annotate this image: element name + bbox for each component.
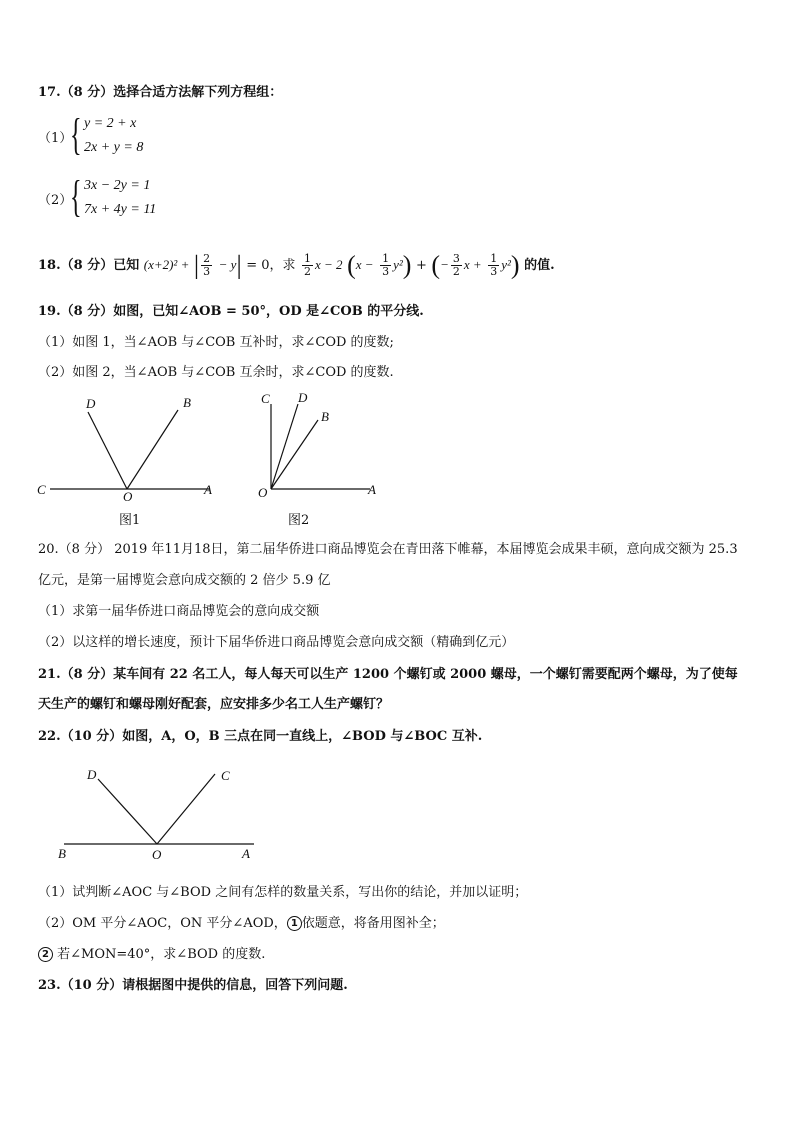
q18-frac-b <box>302 253 313 278</box>
q22-circled-1: 1 <box>287 916 302 931</box>
q22-label-o: O <box>152 847 162 862</box>
q18-line <box>38 248 555 283</box>
q18-paren-close-1: ) <box>402 250 412 280</box>
q18-frac-a-den: 3 <box>203 265 211 278</box>
q18-frac-d <box>451 253 462 278</box>
q18-abs-mid: − y <box>218 257 237 272</box>
q22-part3 <box>38 946 265 964</box>
q17-title: 17.（8 分）选择合适方法解下列方程组： <box>38 85 283 100</box>
q20-line2: 亿元，是第一届博览会意向成交额的 2 倍少 5.9 亿 <box>38 573 331 588</box>
q22-circled-2: 2 <box>38 947 53 962</box>
q22-part2-a: （2）OM 平分∠AOC，ON 平分∠AOD， <box>38 916 287 931</box>
q18-frac-c-den: 3 <box>382 265 390 278</box>
q18-t5: x + <box>463 257 482 272</box>
q22-ray-oc <box>157 774 215 844</box>
q19-title: 19.（8 分）如图，已知∠AOB = 50°，OD 是∠COB 的平分线. <box>38 304 424 319</box>
fig1-label-o: O <box>123 489 133 504</box>
fig2-label-o: O <box>258 485 268 500</box>
fig2-ray-od <box>271 404 298 489</box>
q18-frac-a <box>201 253 212 278</box>
q21-line2: 天生产的螺钉和螺母刚好配套，应安排多少名工人生产螺钉？ <box>38 697 390 712</box>
q23-title: 23.（10 分）请根据图中提供的信息，回答下列问题. <box>38 978 348 993</box>
q20-part1: （1）求第一届华侨进口商品博览会的意向成交额 <box>38 604 320 619</box>
q18-frac-e-num: 1 <box>490 252 498 265</box>
q22-part2 <box>38 915 445 933</box>
q18-paren-open-1: ( <box>347 250 356 280</box>
fig2-label-a: A <box>368 482 376 497</box>
fig2-label-b: B <box>321 409 329 424</box>
q17-part2-label: （2） <box>38 193 73 208</box>
q18-t2: x − <box>355 257 374 272</box>
fig2-ray-ob <box>271 420 318 489</box>
q18-frac-e-den: 3 <box>490 265 498 278</box>
q19-fig2-caption: 图2 <box>288 513 310 528</box>
q18-paren-close-2: ) <box>510 250 520 280</box>
q18-t4: − <box>440 257 449 272</box>
q17-part1-brace: { <box>70 110 82 159</box>
q19-figure-1 <box>30 388 230 506</box>
q19-part1: （1）如图 1，当∠AOB 与∠COB 互补时，求∠COD 的度数; <box>38 335 394 350</box>
q18-prefix: 18.（8 分）已知 <box>38 258 140 273</box>
q21-line1: 21.（8 分）某车间有 22 名工人，每人每天可以生产 1200 个螺钉或 2000 螺母，一个螺钉需要配两个螺母，为了使每 <box>38 667 738 682</box>
q18-suffix: 的值. <box>524 258 555 273</box>
q18-plus: + <box>415 258 427 273</box>
q18-expr1: (x+2)² + <box>143 257 190 272</box>
q17-part1-eq1: y = 2 + x <box>84 116 137 131</box>
q18-frac-b-den: 2 <box>304 265 312 278</box>
q20-part2: （2）以这样的增长速度，预计下届华侨进口商品博览会意向成交额（精确到亿元） <box>38 635 515 650</box>
fig1-ray-ob <box>127 410 178 489</box>
q19-figure-2 <box>250 388 390 506</box>
q18-abs-close: | <box>236 250 242 280</box>
q22-title: 22.（10 分）如图，A，O，B 三点在同一直线上，∠BOD 与∠BOC 互补. <box>38 729 483 744</box>
q18-t3: y² <box>393 257 403 272</box>
q17-part1-label: （1） <box>38 131 73 146</box>
q22-part2-b: 依题意，将备用图补全； <box>301 916 445 931</box>
fig2-label-d: D <box>298 390 308 405</box>
q18-frac-c-num: 1 <box>382 252 390 265</box>
q18-t1: x − 2 <box>315 257 343 272</box>
q18-frac-c <box>380 253 391 278</box>
q22-label-b: B <box>58 846 66 861</box>
q18-t6: y² <box>501 257 511 272</box>
q22-part1: （1）试判断∠AOC 与∠BOD 之间有怎样的数量关系，写出你的结论，并加以证明； <box>38 885 528 900</box>
q19-fig1-caption: 图1 <box>119 513 141 528</box>
q17-part2-brace: { <box>70 172 82 221</box>
q18-eq0: = 0，求 <box>246 258 296 273</box>
q18-abs-open: | <box>193 250 200 280</box>
q22-label-d: D <box>87 767 97 782</box>
q22-part3-text: 若∠MON=40°，求∠BOD 的度数. <box>53 947 266 962</box>
q18-frac-e <box>488 253 499 278</box>
q18-frac-b-num: 1 <box>304 252 312 265</box>
fig1-label-a: A <box>204 482 212 497</box>
fig2-label-c: C <box>261 391 270 406</box>
q19-part2: （2）如图 2，当∠AOB 与∠COB 互余时，求∠COD 的度数. <box>38 365 394 380</box>
fig1-label-b: B <box>183 395 191 410</box>
fig1-ray-od <box>88 412 127 489</box>
q22-ray-od <box>98 779 157 844</box>
fig1-label-d: D <box>86 396 96 411</box>
q18-frac-a-num: 2 <box>203 252 211 265</box>
q18-frac-d-den: 2 <box>452 265 460 278</box>
q18-frac-d-num: 3 <box>452 252 460 265</box>
q17-part2-eq1: 3x − 2y = 1 <box>84 178 151 193</box>
q22-label-a: A <box>242 846 250 861</box>
q20-line1: 20.（8 分） 2019 年11月18日，第二届华侨进口商品博览会在青田落下帷幕，本届博览会成果丰硕，意向成交额为 25.3 <box>38 542 738 557</box>
q22-figure <box>50 762 270 864</box>
q22-label-c: C <box>221 768 230 783</box>
fig1-label-c: C <box>37 482 46 497</box>
q17-part1-eq2: 2x + y = 8 <box>84 140 144 155</box>
q17-part2-eq2: 7x + 4y = 11 <box>84 202 157 217</box>
q18-paren-open-2: ( <box>431 250 441 280</box>
